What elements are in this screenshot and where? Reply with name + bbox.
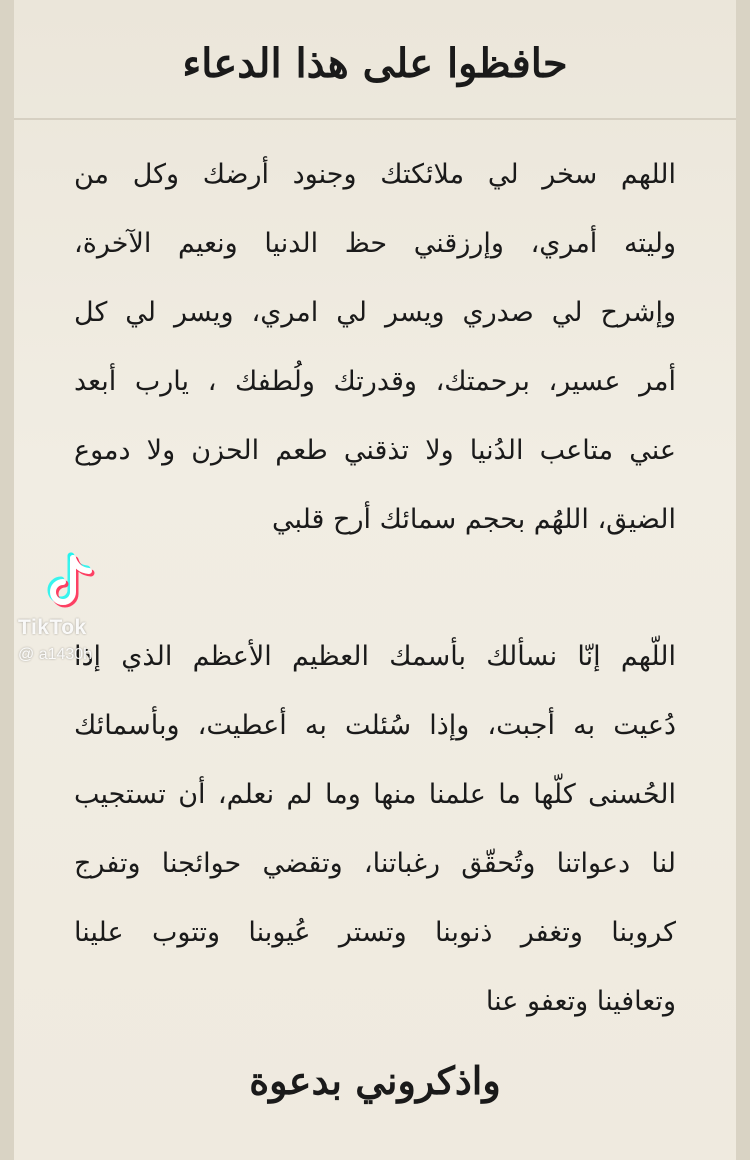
text-line: أمر عسير، برحمتك، وقدرتك ولُطفك ، يارب أبعد (74, 366, 676, 397)
text-line: كروبنا وتغفر ذنوبنا وتستر عُيوبنا وتتوب علينا (74, 917, 676, 948)
text-line: الحُسنى كلّها ما علمنا منها وما لم نعلم، أن تستجيب (74, 779, 676, 810)
text-line: دُعيت به أجبت، وإذا سُئلت به أعطيت، وبأسمائك (74, 710, 676, 741)
page-title: حافظوا على هذا الدعاء (182, 40, 568, 87)
tiktok-logo-icon (38, 548, 100, 614)
tiktok-brand-label: TikTok (18, 616, 87, 639)
text-line: وليته أمري، وإرزقني حظ الدنيا ونعيم الآخرة، (74, 228, 676, 259)
text-line: وتعافينا وتعفو عنا (485, 986, 676, 1017)
text-line: عني متاعب الدُنيا ولا تذقني طعم الحزن ولا دموع (74, 435, 676, 466)
closing-request: واذكروني بدعوة (249, 1058, 501, 1103)
title-divider (14, 118, 736, 120)
supplication-paragraph-1 (74, 140, 676, 554)
text-line: وإشرح لي صدري ويسر لي امري، ويسر لي كل (74, 297, 676, 328)
text-line: اللّهم إنّا نسألك بأسمك العظيم الأعظم الذي إذا (74, 641, 676, 672)
text-line: لنا دعواتنا وتُحقّق رغباتنا، وتقضي حوائجنا وتفرج (74, 848, 676, 879)
text-line: اللهم سخر لي ملائكتك وجنود أرضك وكل من (74, 159, 676, 190)
tiktok-handle: @ a1430h (18, 646, 93, 663)
tiktok-watermark (14, 548, 124, 678)
text-line: الضيق، اللهُم بحجم سمائك أرح قلبي (271, 504, 676, 535)
supplication-paragraph-2 (74, 622, 676, 1036)
